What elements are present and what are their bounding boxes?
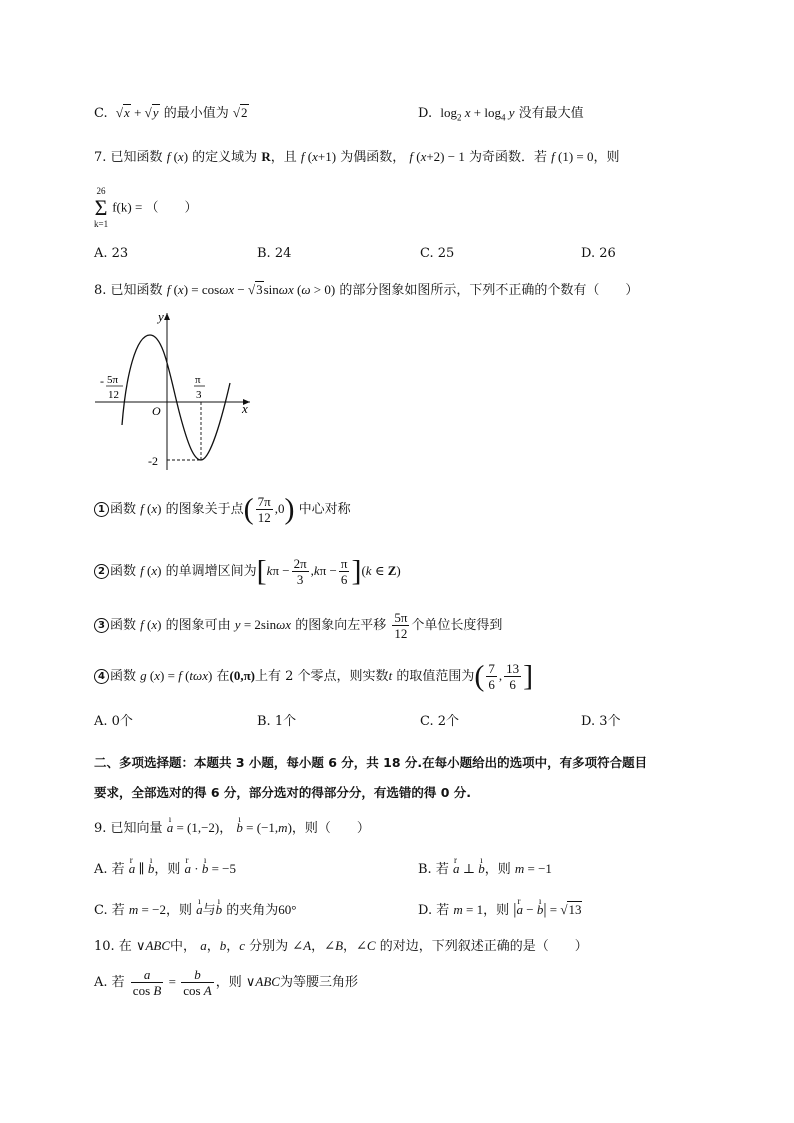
y-label: y — [158, 309, 164, 324]
statement-marker: 4 — [94, 669, 109, 684]
option-label: A. 若 — [94, 862, 125, 877]
option-text: 与 — [202, 903, 216, 918]
sum-lower: k=1 — [94, 219, 109, 229]
statement-text: 函数 — [110, 618, 137, 633]
tick-neg-5pi-den: 12 — [108, 389, 119, 401]
statement-1: 1 函数 f (x) 的图象关于点( $\frac{7\pi}{12}$ ,0) 中心对称 — [94, 493, 351, 526]
q9-text: ， — [219, 821, 233, 836]
statement-3: 3 函数 f (x) 的图象可由 y = 2sinωx 的图象向左平移 $\frac{5\pi}{12}$ 个单位长度得到 — [94, 609, 502, 642]
option-label: D. 若 — [418, 903, 450, 918]
question-10: 10. 在 ∨ABC中， a，b，c 分别为 ∠A，∠B，∠C 的对边，下列叙述正确的是（ ） — [94, 938, 588, 954]
statement-marker: 2 — [94, 564, 109, 579]
option-label: D. — [418, 106, 433, 121]
q10-option-a[interactable]: A. 若 $\frac{a}{\text{cos B}}$ = $\frac{b}{\text{cos A}}$ ，则 ∨ABC为等腰三角形 — [94, 967, 358, 998]
statement-text: 个单位长度得到 — [411, 618, 503, 633]
sum-expression: f(k) = （ ） — [112, 199, 198, 215]
origin-label: O — [152, 404, 161, 418]
q7-option-b[interactable]: B. 24 — [257, 246, 292, 261]
q10-text: 中， — [170, 939, 197, 954]
q9-text: ，则（ ） — [291, 821, 370, 836]
q7-set: R — [261, 149, 271, 164]
q7-text: 为奇函数．若 — [468, 150, 547, 165]
option-label: A. 若 — [94, 975, 125, 990]
q8-option-c[interactable]: C. 2个 — [420, 714, 460, 729]
summation: 26 Σ k=1 — [94, 186, 109, 229]
q8-option-a[interactable]: A. 0个 — [94, 714, 133, 729]
q8-option-d[interactable]: D. 3个 — [581, 714, 621, 729]
question-7: 7. 已知函数 f (x) 的定义域为 R，且 f (x+1) 为偶函数， f (x+2) − 1 为奇函数．若 f (1) = 0，则 — [94, 149, 620, 165]
statement-text: 的单调增区间为 — [165, 564, 257, 579]
tick-pi-den: 3 — [196, 389, 202, 401]
q9-option-d[interactable]: D. 若 m = 1，则 |r a − ı b| = √13 — [418, 901, 582, 920]
statement-text: 在 — [216, 669, 230, 684]
q9-option-a[interactable]: A. 若 r a ∥ ı b，则 r a · ı b = −5 — [94, 860, 236, 879]
x-label: x — [242, 401, 248, 416]
statement-text: 函数 — [110, 564, 137, 579]
statement-4: 4 函数 g (x) = f (tωx) 在(0,π)上有 2 个零点，则实数t 的取值范围为( $\frac{7}{6}$ , $\frac{13}{6}$ ] — [94, 660, 533, 693]
q7-text: 为偶函数， — [340, 150, 406, 165]
sum-upper: 26 — [96, 186, 106, 196]
statement-text: 的图象可由 — [165, 618, 231, 633]
statement-marker: 1 — [94, 502, 109, 517]
q8-text: 的部分图象如图所示，下列不正确的个数有（ ） — [339, 283, 639, 298]
statement-text: 的图象向左平移 — [295, 618, 387, 633]
option-label: B. 若 — [418, 862, 449, 877]
option-c-line: C. √x + √y 的最小值为 √2 — [94, 105, 248, 121]
question-8: 8. 已知函数 f (x) = cosωx − √3sinωx (ω > 0) 的部分图象如图所示，下列不正确的个数有（ ） — [94, 282, 639, 298]
q10-text: 分别为 — [249, 939, 289, 954]
question-9: 9. 已知向量 ı a = (1,−2)， ı b = (−1,m)，则（ ） — [94, 819, 370, 838]
q7-text: 的定义域为 — [192, 150, 258, 165]
option-text: ，则 — [154, 862, 181, 877]
statement-2: 2 函数 f (x) 的单调增区间为[kπ − $\frac{2\pi}{3}$ ,kπ − $\frac{\pi}{6}$ ](k ∈ Z) — [94, 555, 401, 588]
option-text: 没有最大值 — [518, 106, 584, 121]
q7-option-d[interactable]: D. 26 — [581, 246, 616, 261]
q7-text: ，且 — [270, 150, 297, 165]
q7-sum — [94, 186, 198, 230]
min-value-label: -2 — [148, 454, 158, 468]
statement-text: 中心对称 — [298, 502, 351, 517]
option-text: 的夹角为 — [226, 903, 279, 918]
option-text: 为等腰三角形 — [279, 975, 358, 990]
statement-text: 上有 2 个零点，则实数 — [255, 669, 389, 684]
statement-marker: 3 — [94, 618, 109, 633]
q9-option-b[interactable]: B. 若 r a ⊥ ı b，则 m = −1 — [418, 860, 552, 879]
y-axis-arrow — [164, 313, 170, 320]
q7-option-c[interactable]: C. 25 — [420, 246, 455, 261]
q7-option-a[interactable]: A. 23 — [94, 246, 129, 261]
q8-intro: 8. 已知函数 — [94, 283, 163, 298]
statement-text: 函数 — [110, 502, 137, 517]
statement-text: 函数 — [110, 669, 137, 684]
q8-option-b[interactable]: B. 1个 — [257, 714, 297, 729]
q10-intro: 10. 在 — [94, 939, 132, 954]
option-d-line: D. $\log_2 x + \log_4 y$ 没有最大值 — [418, 105, 584, 123]
tick-neg-5pi-num: 5π — [107, 374, 119, 386]
section-heading-line1: 二、多项选择题：本题共 3 小题，每小题 6 分，共 18 分.在每小题给出的选项中，有多项符合题目 — [94, 755, 648, 770]
tick-pi-num: π — [195, 374, 201, 386]
option-text: ，则 — [165, 903, 192, 918]
q9-intro: 9. 已知向量 — [94, 821, 163, 836]
function-graph — [90, 305, 260, 475]
option-text: 的最小值为 — [163, 106, 229, 121]
q7-text: ，则 — [593, 150, 620, 165]
statement-text: 的取值范围为 — [396, 669, 475, 684]
q9-option-c[interactable]: C. 若 m = −2，则 ı a与ı b 的夹角为60° — [94, 901, 296, 920]
section-heading-line2: 要求，全部选对的得 6 分，部分选对的得部分分，有选错的得 0 分. — [94, 785, 472, 800]
option-text: ，则 — [484, 862, 511, 877]
option-text: ，则 — [215, 975, 242, 990]
neg-sign: - — [100, 374, 104, 388]
q7-intro: 7. 已知函数 — [94, 150, 163, 165]
statement-text: 的图象关于点 — [165, 502, 244, 517]
option-label: C. 若 — [94, 903, 125, 918]
option-label: C. — [94, 106, 108, 121]
q10-text: 的对边，下列叙述正确的是（ ） — [379, 939, 588, 954]
option-text: ，则 — [483, 903, 510, 918]
sine-curve — [122, 335, 230, 460]
